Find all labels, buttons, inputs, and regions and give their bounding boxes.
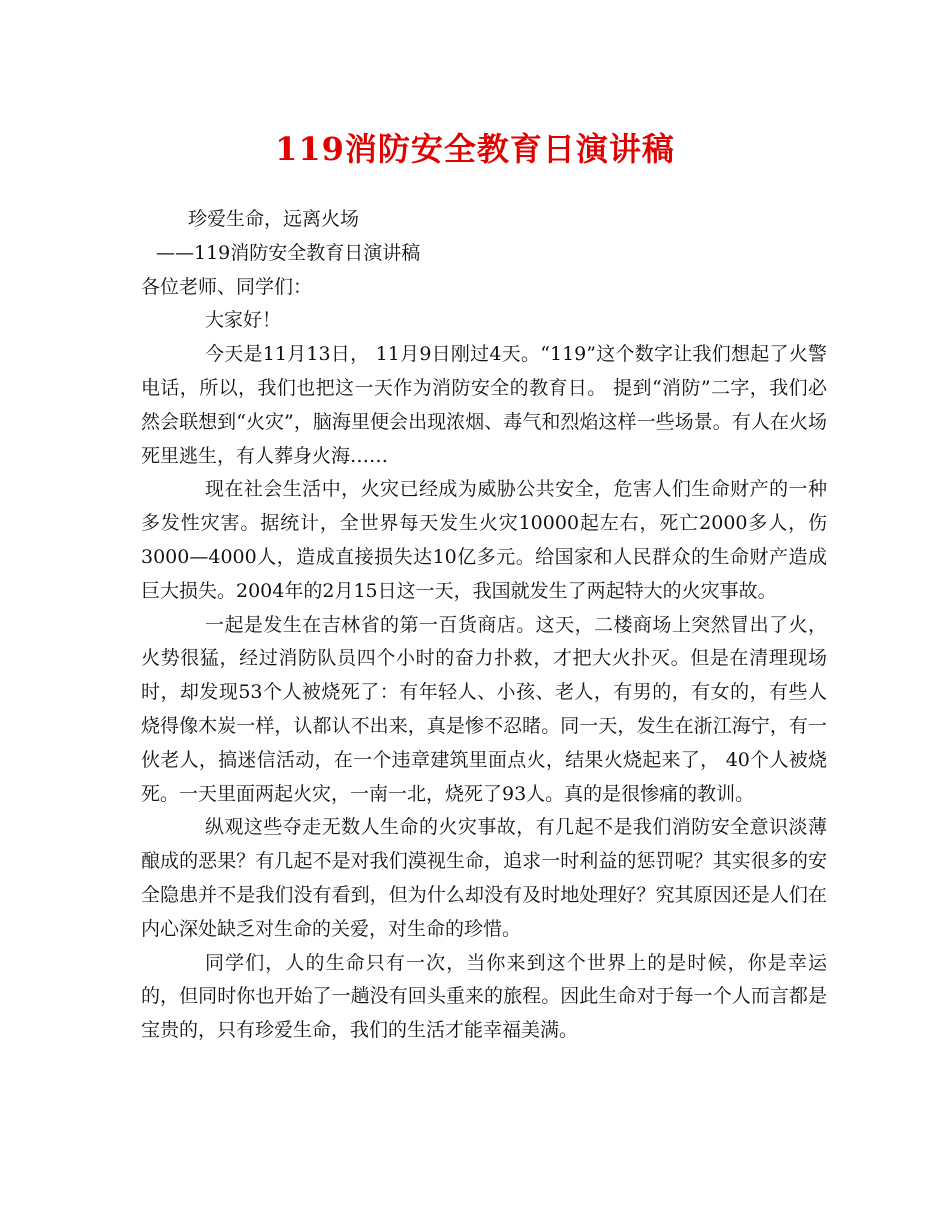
paragraph: 一起是发生在吉林省的第一百货商店。这天，二楼商场上突然冒出了火，火势很猛，经过消防队员四个小时的奋力扑救，才把大火扑灭。但是在清理现场时，却发现53个人被烧死了：有年轻人、小孩、老人，有男的，有女的，有些人烧得像木炭一样，认都认不出来，真是惨不忍睹。同一天，发生在浙江海宁，有一伙老人，搞迷信活动，在一个违章建筑里面点火，结果火烧起来了， 40个人被烧死。一天里面两起火灾，一南一北，烧死了93人。真的是很惨痛的教训。 [141, 613, 827, 805]
greeting: 大家好！ [205, 309, 282, 332]
speech-subtitle: 珍爱生命，远离火场 [188, 208, 360, 230]
document-body [141, 203, 827, 1048]
paragraph: 同学们，人的生命只有一次，当你来到这个世界上的是时候，你是幸运的，但同时你也开始了一趟没有回头重来的旅程。因此生命对于每一个人而言都是宝贵的，只有珍爱生命，我们的生活才能幸福美满。 [141, 951, 827, 1042]
document-title: 119消防安全教育日演讲稿 [275, 130, 675, 168]
paragraph: 现在社会生活中，火灾已经成为威胁公共安全，危害人们生命财产的一种多发性灾害。据统计，全世界每天发生火灾10000起左右，死亡2000多人，伤3000—4000人，造成直接损失达10亿多元。给国家和人民群众的生命财产造成巨大损失。2004年的2月15日这一天，我国就发生了两起特大的火灾事故。 [141, 478, 827, 602]
paragraph: 纵观这些夺走无数人生命的火灾事故，有几起不是我们消防安全意识淡薄酿成的恶果？有几起不是对我们漠视生命，追求一时利益的惩罚呢？其实很多的安全隐患并不是我们没有看到，但为什么却没有及时地处理好？究其原因还是人们在内心深处缺乏对生命的关爱，对生命的珍惜。 [141, 816, 827, 940]
paragraph: 今天是11月13日， 11月9日刚过4天。“119”这个数字让我们想起了火警电话，所以，我们也把这一天作为消防安全的教育日。 提到“消防”二字，我们必然会联想到“火灾”，脑海里便会出现浓烟、毒气和烈焰这样一些场景。有人在火场死里逃生，有人葬身火海…… [141, 343, 827, 467]
salutation: 各位老师、同学们： [141, 275, 313, 298]
speech-subtitle-line2: ——119消防安全教育日演讲稿 [156, 241, 421, 264]
